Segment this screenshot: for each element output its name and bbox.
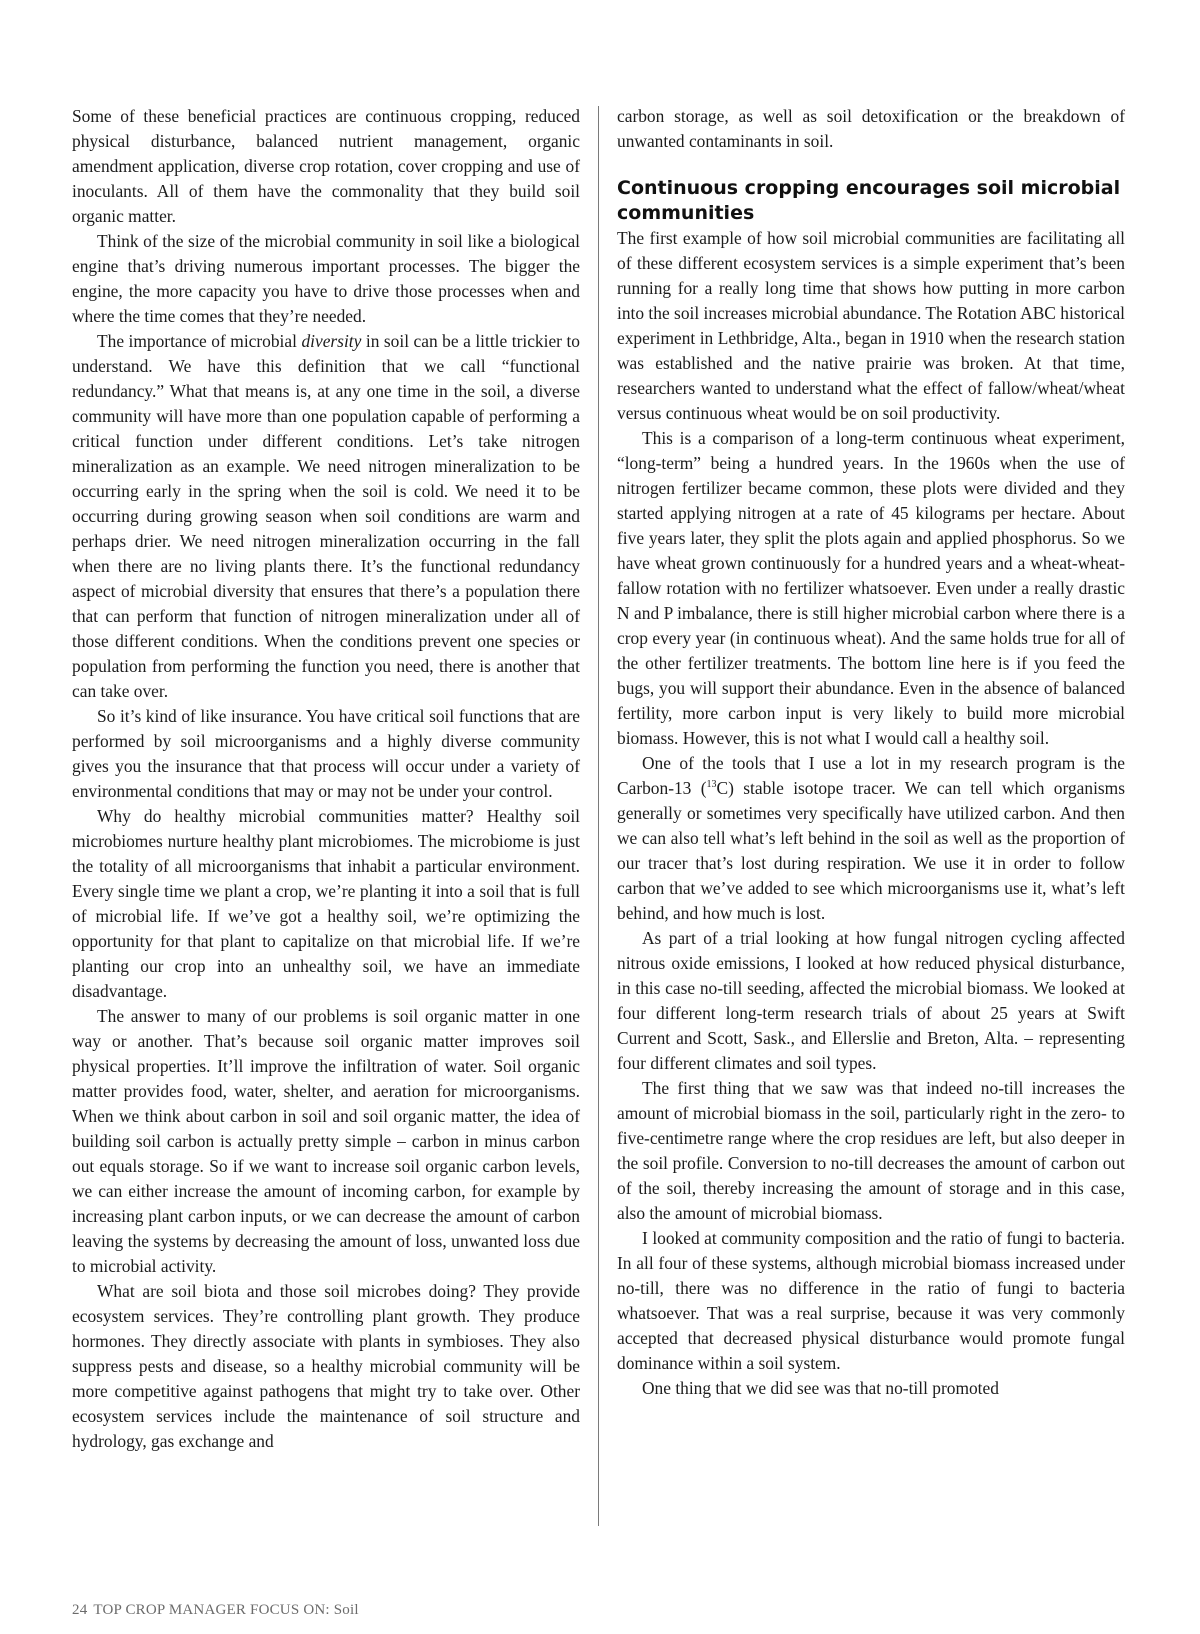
publication-name: TOP CROP MANAGER FOCUS ON: Soil: [93, 1602, 359, 1618]
body-paragraph: As part of a trial looking at how fungal nitrogen cycling affected nitrous oxide emissions, I looked at how reduced physical disturbance, in this case no-till seeding, affected the microbial biomass. We looked at four different long-term research trials of about 25 years at Swift Current and Scott, Sask., and Ellerslie and Breton, Alta. – representing four different climates and soil types.: [617, 928, 1125, 1073]
text-run: C) stable isotope tracer. We can tell which organisms generally or sometimes very specifically have utilized carbon. And then we can also tell what’s left behind in the soil as well as the proportion of our tracer that’s lost during respiration. We use it in order to follow carbon that we’ve added to see which microorganisms use it, what’s left behind, and how much is lost.: [617, 778, 1125, 923]
page-footer: [72, 1602, 365, 1619]
body-paragraph: Why do healthy microbial communities matter? Healthy soil microbiomes nurture healthy plant microbiomes. The microbiome is just the totality of all microorganisms that inhabit a particular environment. Every single time we plant a crop, we’re planting it into a soil that is full of microbial life. If we’ve got a healthy soil, we’re optimizing the opportunity for that plant to capitalize on that microbial life. If we’re planting our crop into an unhealthy soil, we have an immediate disadvantage.: [72, 806, 580, 1001]
body-paragraph: The first example of how soil microbial communities are facilitating all of these different ecosystem services is a simple experiment that’s been running for a really long time that shows how putting in more carbon into the soil increases microbial abundance. The Rotation ABC historical experiment in Lethbridge, Alta., began in 1910 when the research station was established and the native prairie was broken. At that time, researchers wanted to understand what the effect of fallow/wheat/wheat versus continuous wheat would be on soil productivity.: [617, 228, 1125, 423]
page-number: 24: [72, 1602, 88, 1618]
text-run: in soil can be a little trickier to understand. We have this definition that we call “functional redundancy.” What that means is, at any one time in the soil, a diverse community will have more than one population capable of performing a critical function under different conditions. Let’s take nitrogen mineralization as an example. We need nitrogen mineralization to be occurring early in the spring when the soil is cold. We need it to be occurring during growing season when soil conditions are warm and perhaps drier. We need nitrogen mineralization occurring in the fall when there are no living plants there. It’s the functional redundancy aspect of microbial diversity that ensures that there’s a population there that can perform that function of nitrogen mineralization under all of those different conditions. When the conditions prevent one species or population from performing the function you need, there is another that can take over.: [72, 331, 580, 701]
column-divider: [598, 106, 599, 1526]
body-paragraph: What are soil biota and those soil microbes doing? They provide ecosystem services. They’re controlling plant growth. They produce hormones. They directly associate with plants in symbioses. They also suppress pests and disease, so a healthy microbial community will be more competitive against pathogens that might try to take over. Other ecosystem services include the maintenance of soil structure and hydrology, gas exchange and: [72, 1281, 580, 1451]
body-paragraph: One thing that we did see was that no-till promoted: [642, 1378, 999, 1398]
section-subhead: Continuous cropping encourages soil microbial communities: [617, 177, 1121, 224]
body-paragraph-isotope: [617, 751, 1125, 926]
superscript: 13: [706, 779, 717, 791]
text-run: The importance of microbial: [97, 331, 302, 351]
body-paragraph: So it’s kind of like insurance. You have critical soil functions that are performed by soil microorganisms and a highly diverse community gives you the insurance that that process will occur under a variety of environmental conditions that may or may not be under your control.: [72, 706, 580, 801]
body-paragraph: Think of the size of the microbial community in soil like a biological engine that’s driving numerous important processes. The bigger the engine, the more capacity you have to drive those processes when and where the time comes that they’re needed.: [72, 231, 580, 326]
left-column: [72, 104, 580, 1454]
continued-paragraph: carbon storage, as well as soil detoxification or the breakdown of unwanted contaminants in soil.: [617, 106, 1125, 151]
body-paragraph: This is a comparison of a long-term continuous wheat experiment, “long-term” being a hundred years. In the 1960s when the use of nitrogen fertilizer became common, these plots were divided and they started applying nitrogen at a rate of 45 kilograms per hectare. About five years later, they split the plots again and applied phosphorus. So we have wheat grown continuously for a hundred years and a wheat-wheat-fallow rotation with no fertilizer whatsoever. Even under a really drastic N and P imbalance, there is still higher microbial carbon where there is a crop every year (in continuous wheat). And the same holds true for all of the other fertilizer treatments. The bottom line here is if you feed the bugs, you will support their abundance. Even in the absence of balanced fertility, more carbon input is very likely to build more microbial biomass. However, this is not what I would call a healthy soil.: [617, 428, 1125, 748]
emphasis-word: diversity: [301, 331, 362, 351]
body-paragraph: I looked at community composition and the ratio of fungi to bacteria. In all four of these systems, although microbial biomass increased under no-till, there was no difference in the ratio of fungi to bacteria whatsoever. That was a real surprise, because it was very commonly accepted that decreased physical disturbance would promote fungal dominance within a soil system.: [617, 1228, 1125, 1373]
body-paragraph: The answer to many of our problems is soil organic matter in one way or another. That’s because soil organic matter improves soil physical properties. It’ll improve the infiltration of water. Soil organic matter provides food, water, shelter, and aeration for microorganisms. When we think about carbon in soil and soil organic matter, the idea of building soil carbon is actually pretty simple – carbon in minus carbon out equals storage. So if we want to increase soil organic carbon levels, we can either increase the amount of incoming carbon, for example by increasing plant carbon inputs, or we can decrease the amount of carbon leaving the systems by decreasing the amount of loss, unwanted loss due to microbial activity.: [72, 1006, 580, 1276]
body-paragraph-diversity: [72, 329, 580, 704]
body-paragraph: Some of these beneficial practices are continuous cropping, reduced physical disturbance, balanced nutrient management, organic amendment application, diverse crop rotation, cover cropping and use of inoculants. All of them have the commonality that they build soil organic matter.: [72, 106, 580, 226]
right-column: [617, 104, 1125, 1401]
text-run: One of the tools that I use a lot in my research program is the Carbon-13 (: [617, 753, 1125, 798]
body-paragraph: The first thing that we saw was that indeed no-till increases the amount of microbial biomass in the soil, particularly right in the zero- to five-centimetre range where the crop residues are left, but also deeper in the soil profile. Conversion to no-till decreases the amount of carbon out of the soil, thereby increasing the amount of storage and in this case, also the amount of microbial biomass.: [617, 1078, 1125, 1223]
